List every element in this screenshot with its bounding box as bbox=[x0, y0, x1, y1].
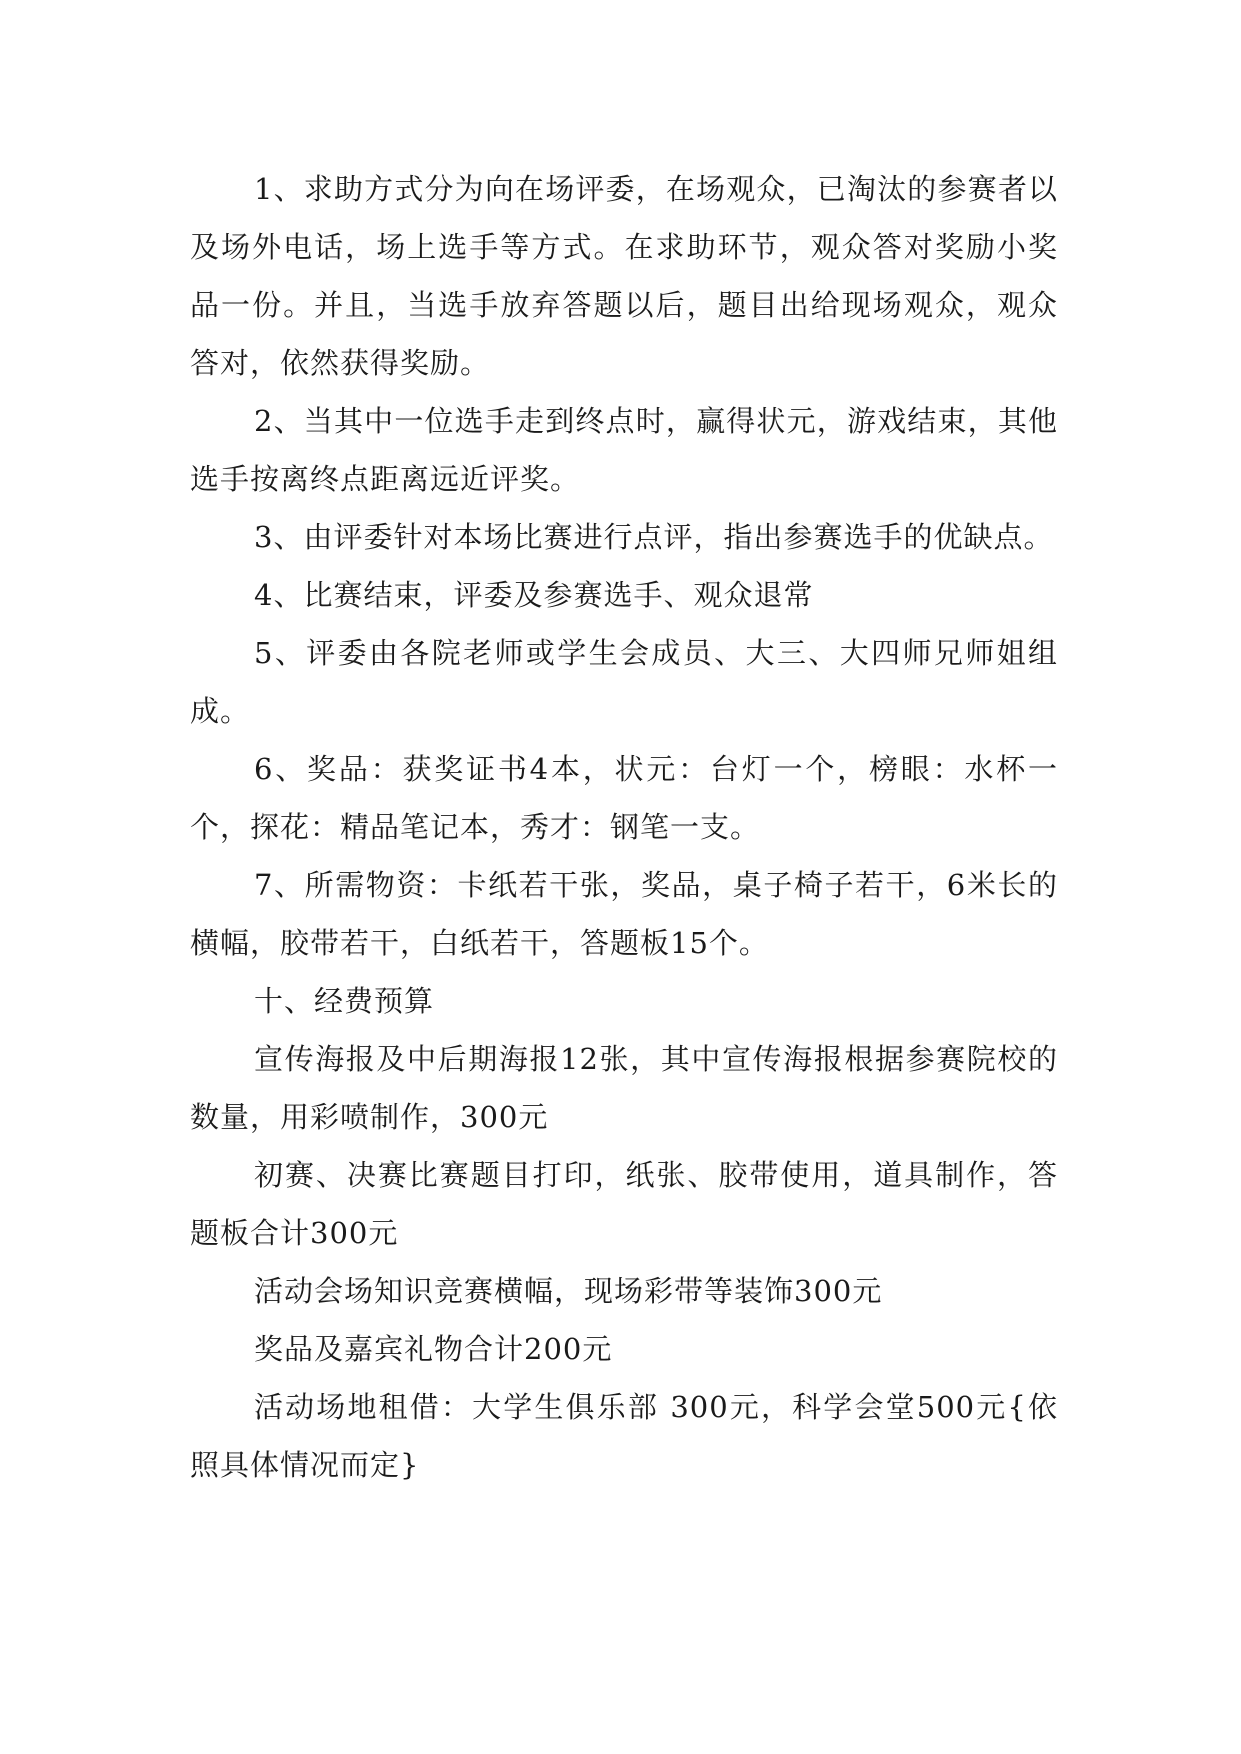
section-heading-budget: 十、经费预算 bbox=[254, 984, 435, 1018]
budget-item-prizes-gifts: 奖品及嘉宾礼物合计200元 bbox=[254, 1332, 613, 1366]
paragraph-game-end: 2、当其中一位选手走到终点时，赢得状元，游戏结束，其他选手按离终点距离远近评奖。 bbox=[190, 404, 1058, 496]
budget-item-venue: 活动场地租借：大学生俱乐部 300元，科学会堂500元{依照具体情况而定} bbox=[190, 1390, 1058, 1482]
paragraph-competition-end: 4、比赛结束，评委及参赛选手、观众退常 bbox=[254, 578, 814, 612]
paragraph-prizes: 6、奖品：获奖证书4本，状元：台灯一个，榜眼：水杯一个，探花：精品笔记本，秀才：钢笔一支。 bbox=[190, 752, 1058, 844]
budget-item-decoration: 活动会场知识竞赛横幅，现场彩带等装饰300元 bbox=[254, 1274, 883, 1308]
paragraph-materials: 7、所需物资：卡纸若干张，奖品，桌子椅子若干，6米长的横幅，胶带若干，白纸若干，答题板15个。 bbox=[190, 868, 1058, 960]
budget-item-printing: 初赛、决赛比赛题目打印，纸张、胶带使用，道具制作，答题板合计300元 bbox=[190, 1158, 1058, 1250]
paragraph-judges-composition: 5、评委由各院老师或学生会成员、大三、大四师兄师姐组成。 bbox=[190, 636, 1058, 728]
paragraph-judges-comment: 3、由评委针对本场比赛进行点评，指出参赛选手的优缺点。 bbox=[254, 520, 1054, 554]
budget-item-posters: 宣传海报及中后期海报12张，其中宣传海报根据参赛院校的数量，用彩喷制作，300元 bbox=[190, 1042, 1058, 1134]
document-page bbox=[190, 160, 1058, 1494]
paragraph-help-methods: 1、求助方式分为向在场评委，在场观众，已淘汰的参赛者以及场外电话，场上选手等方式。在求助环节，观众答对奖励小奖品一份。并且，当选手放弃答题以后，题目出给现场观众，观众答对，依然获得奖励。 bbox=[190, 172, 1058, 380]
